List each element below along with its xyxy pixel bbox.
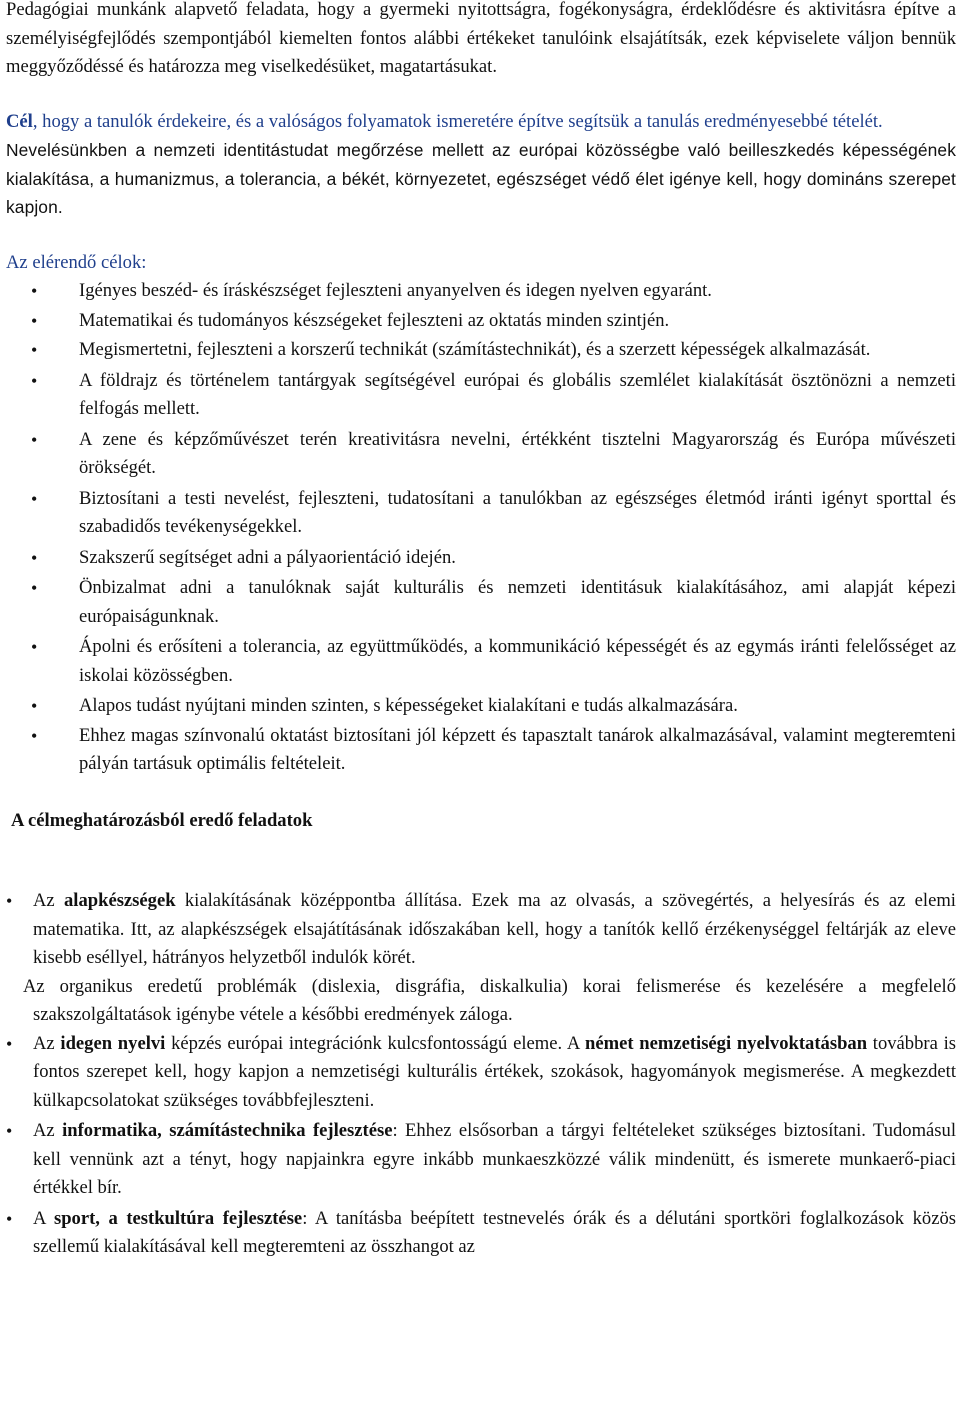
goal-item: • Igényes beszéd- és íráskészséget fejleszteni anyanyelven és idegen nyelven egyaránt.	[6, 277, 956, 306]
goal-item: • Matematikai és tudományos készségeket fejleszteni az oktatás minden szintjén.	[6, 307, 956, 336]
task-item-basic-skills	[6, 887, 956, 973]
text-span: Az	[33, 1032, 61, 1054]
task-item-foreign-language	[6, 1030, 956, 1116]
intro-paragraph: Pedagógiai munkánk alapvető feladata, hogy a gyermeki nyitottságra, fogékonyságra, érdeklődésre és aktivitásra építve a személyiségfejlődés szempontjából kiemelten fontos alábbi értékeket tanulóink elsajátítsák, ezek képviselete váljon bennük meggyőződéssé és határozza meg viselkedésüket, magatartásukat.	[6, 0, 956, 77]
goal-item: • Alapos tudást nyújtani minden szinten, s képességeket kialakítani e tudás alkalmazására.	[6, 692, 956, 721]
goal-item: • Ápolni és erősíteni a tolerancia, az együttműködés, a kommunikáció képességét és az egymás iránti felelősséget az iskolai közösségben.	[6, 633, 956, 690]
text-span: képzés európai integrációnk kulcsfontosságú eleme. A	[165, 1032, 585, 1054]
tasks-heading: A célmeghatározásból eredő feladatok	[11, 809, 313, 831]
text-span: Az	[33, 890, 64, 911]
task-item-sport	[6, 1205, 956, 1262]
goal-keyword: Cél	[6, 110, 33, 132]
document-page	[6, 0, 956, 1262]
text-span: Az	[33, 1120, 63, 1141]
bold-term: alapkészségek	[64, 890, 176, 911]
goal-item: • Szakszerű segítséget adni a pályaorientáció idején.	[6, 544, 956, 573]
goal-item: • Megismertetni, fejleszteni a korszerű technikát (számítástechnikát), és a szerzett képességek alkalmazását.	[6, 336, 956, 365]
text-span: A	[33, 1207, 54, 1229]
goal-item: • A zene és képzőművészet terén kreativitásra nevelni, értékként tisztelni Magyarország és Európa művészeti örökségét.	[6, 426, 956, 483]
goal-statement	[6, 108, 956, 137]
bold-term: sport, a testkultúra fejlesztése	[53, 1207, 303, 1229]
tasks-list	[6, 887, 956, 1262]
text-span: Az organikus eredetű problémák (dislexia, disgráfia, diskalkulia) korai felismerése és kezelésére a megfelelő szakszolgáltatások igénybe vétele a későbbi eredmények záloga.	[23, 975, 956, 1025]
goal-item: • Önbizalmat adni a tanulóknak saját kulturális és nemzeti identitásuk kialakításához, ami alapját képezi európaiságunknak.	[6, 574, 956, 631]
goal-text: , hogy a tanulók érdekeire, és a valóságos folyamatok ismeretére építve segítsük a tanulás eredményesebbé tételét.	[32, 110, 883, 132]
goal-item: • A földrajz és történelem tantárgyak segítségével európai és globális szemlélet kialakítását ösztönözni a nemzeti felfogás mellett.	[6, 367, 956, 424]
goal-item: • Biztosítani a testi nevelést, fejleszteni, tudatosítani a tanulókban az egészséges életmód iránti igényt sporttal és szabadidős tevékenységekkel.	[6, 485, 956, 542]
education-paragraph: Nevelésünkben a nemzeti identitástudat megőrzése mellett az európai közösségbe való beilleszkedés képességének kialakítása, a humanizmus, a tolerancia, a békét, környezetet, egészséget védő élet igénye kell, hogy domináns szerepet kapjon.	[6, 140, 956, 217]
bold-term: német nemzetiségi nyelvoktatásban	[584, 1032, 868, 1054]
task-subparagraph	[6, 973, 956, 1030]
bold-term: informatika, számítástechnika fejlesztése	[62, 1120, 393, 1141]
text-span: : A tanításba beépített testnevelés órák és a délutáni sportköri foglalkozások közös szellemű kialakításával kell megteremteni az összhangot az	[33, 1207, 956, 1257]
goal-item: • Ehhez magas színvonalú oktatást biztosítani jól képzett és tapasztalt tanárok alkalmazásával, valamint megteremteni pályán tartásuk optimális feltételeit.	[6, 722, 956, 779]
text-span: : Ehhez elsősorban a tárgyi feltételeket szükséges biztosítani. Tudomásul kell vennünk azt a tényt, hogy napjainkra egyre inkább munkaeszközzé válik mindenütt, és ismerete munkaerő-piaci értékkel bír.	[33, 1120, 956, 1198]
goals-list	[6, 277, 956, 779]
text-span: kialakításának középpontba állítása. Ezek ma az olvasás, a szövegértés, a helyesírás és az elemi matematika. Itt, az alapkészségek elsajátításának időszakában kell, hogy a tanítók kellő érzékenységgel feltárják az eleve kisebb eséllyel, hátrányos helyzetből indulók körét.	[33, 890, 956, 968]
goals-heading: Az elérendő célok:	[6, 251, 147, 273]
task-item-informatics	[6, 1117, 956, 1203]
bold-term: idegen nyelvi	[60, 1032, 166, 1054]
text-span: továbbra is fontos szerepet kell, hogy kapjon a nemzetiségi kulturális értékek, szokások, hagyományok megismerése. A megkezdett külkapcsolatokat szükséges továbbfejleszteni.	[33, 1032, 956, 1111]
